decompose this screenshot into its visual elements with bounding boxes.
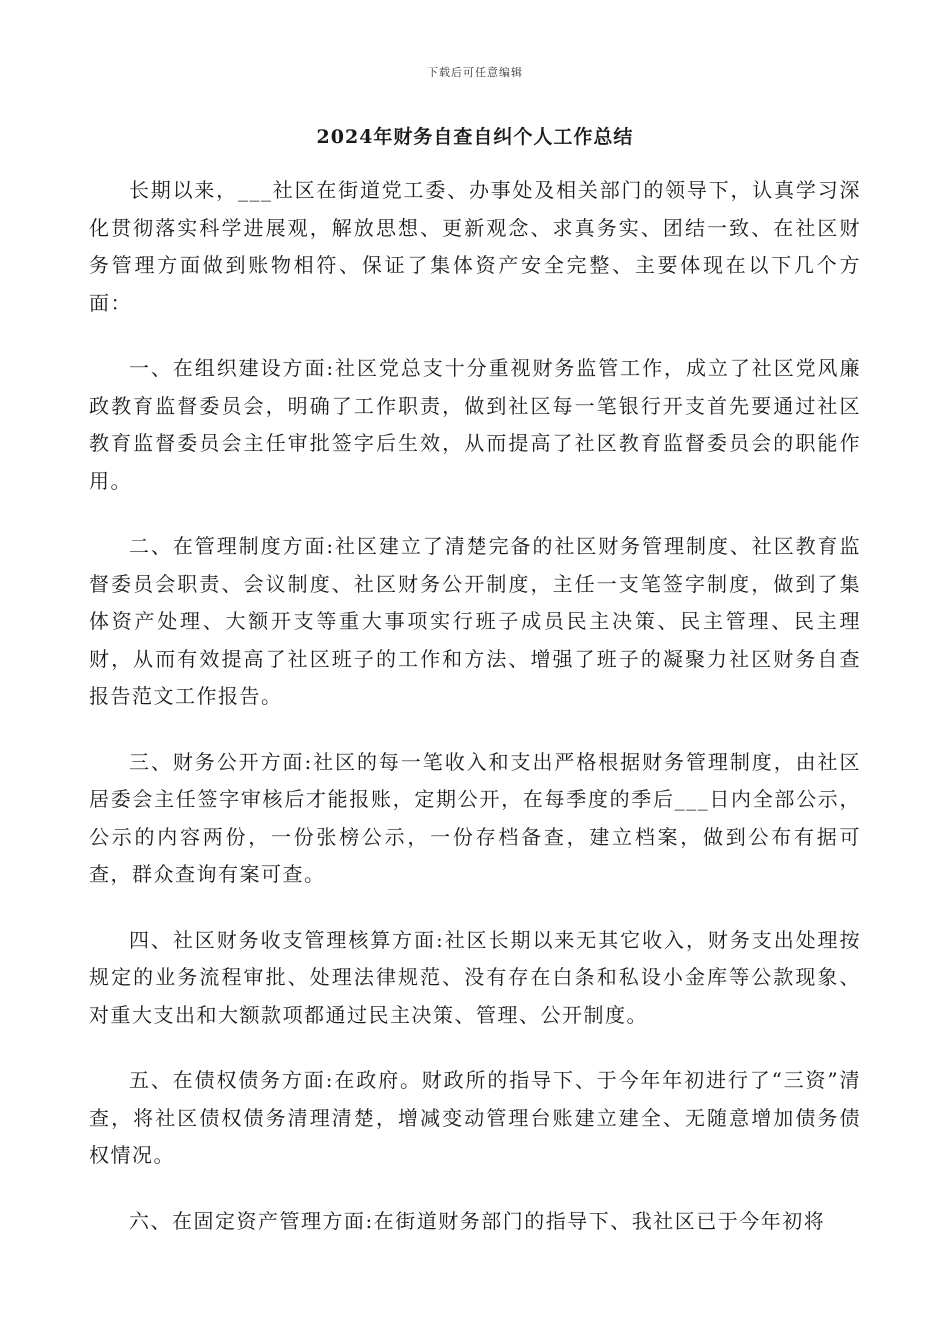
document-title: 2024年财务自查自纠个人工作总结 [316,126,634,148]
paragraph-management-system: 二、在管理制度方面:社区建立了清楚完备的社区财务管理制度、社区教育监督委员会职责、会议制度、社区财务公开制度，主任一支笔签字制度，做到了集体资产处理、大额开支等重大事项实行班子成员民主决策、民主管理、民主理财，从而有效提高了社区班子的工作和方法、增强了班子的凝聚力社区财务自查报告范文工作报告。 [89,534,861,708]
paragraph-organization: 一、在组织建设方面:社区党总支十分重视财务监管工作，成立了社区党风廉政教育监督委员会，明确了工作职责，做到社区每一笔银行开支首先要通过社区教育监督委员会主任审批签字后生效，从而提高了社区教育监督委员会的职能作用。 [89,356,861,493]
document-body [89,172,861,1268]
paragraph-fixed-assets: 六、在固定资产管理方面:在街道财务部门的指导下、我社区已于今年初将 [129,1208,826,1233]
paragraph-revenue-expenditure: 四、社区财务收支管理核算方面:社区长期以来无其它收入，财务支出处理按规定的业务流程审批、处理法律规范、没有存在白条和私设小金库等公款现象、对重大支出和大额款项都通过民主决策、管理、公开制度。 [89,927,861,1027]
paragraph-intro: 长期以来，___社区在街道党工委、办事处及相关部门的领导下，认真学习深化贯彻落实科学进展观，解放思想、更新观念、求真务实、团结一致、在社区财务管理方面做到账物相符、保证了集体资产安全完整、主要体现在以下几个方面： [89,178,861,315]
paragraph-debts: 五、在债权债务方面:在政府。财政所的指导下、于今年年初进行了“三资”清查，将社区债权债务清理清楚，增减变动管理台账建立建全、无随意增加债务债权情况。 [89,1068,861,1167]
paragraph-financial-disclosure: 三、财务公开方面:社区的每一笔收入和支出严格根据财务管理制度，由社区居委会主任签字审核后才能报账，定期公开，在每季度的季后___日内全部公示，公示的内容两份，一份张榜公示，一份存档备查，建立档案，做到公布有据可查，群众查询有案可查。 [89,749,861,886]
header-note: 下载后可任意编辑 [427,66,523,79]
